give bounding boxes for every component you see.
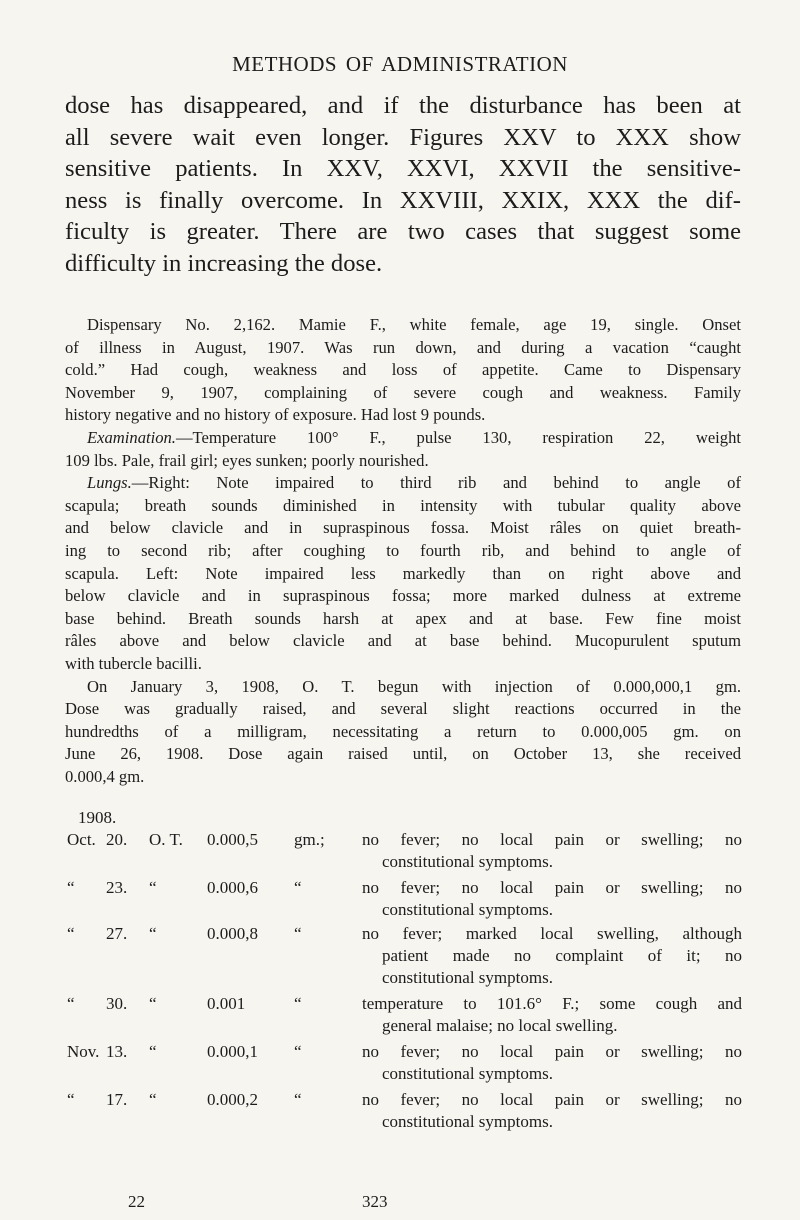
row-dose: 0.000,6: [207, 878, 258, 897]
desc-line: no fever; no local pain or swelling; no: [362, 1042, 742, 1061]
row-unit: “: [294, 924, 302, 943]
row-day: 13.: [106, 1042, 128, 1061]
row-day: 30.: [106, 994, 128, 1013]
text-line: scapula; breath sounds diminished in intensity with tubular quality above: [65, 495, 741, 515]
desc-line: constitutional symptoms.: [382, 852, 553, 871]
text-line: of illness in August, 1907. Was run down, and during a vacation “caught: [65, 337, 741, 357]
row-dose: 0.000,2: [207, 1090, 258, 1109]
row-month: “: [67, 878, 75, 897]
row-day: 23.: [106, 878, 128, 897]
signature-mark: 22: [128, 1192, 145, 1211]
text-line: Dispensary No. 2,162. Mamie F., white female, age 19, single. Onset: [87, 315, 741, 334]
table-year: 1908.: [78, 808, 117, 827]
text-line: On January 3, 1908, O. T. begun with injection of 0.000,000,1 gm.: [87, 676, 741, 696]
desc-line: no fever; no local pain or swelling; no: [362, 878, 742, 897]
row-description: [362, 829, 742, 873]
text-line: 109 lbs. Pale, frail girl; eyes sunken; poorly nourished.: [65, 450, 429, 470]
desc-line: constitutional symptoms.: [382, 968, 553, 987]
table-row: [0, 923, 800, 993]
text-line: ing to second rib; after coughing to fourth rib, and behind to angle of: [65, 540, 741, 560]
row-unit: “: [294, 1090, 302, 1109]
lungs-heading: Lungs.: [87, 473, 132, 493]
running-head: METHODS OF ADMINISTRATION: [232, 52, 568, 76]
text-line: hundredths of a milligram, necessitating a return to 0.000,005 gm. on: [65, 721, 741, 741]
row-month: Nov.: [67, 1042, 100, 1061]
row-month: “: [67, 924, 75, 943]
row-dose: 0.000,1: [207, 1042, 258, 1061]
text-line: June 26, 1908. Dose again raised until, on October 13, she received: [65, 744, 741, 764]
text-line: November 9, 1907, complaining of severe cough and weakness. Family: [65, 382, 741, 402]
desc-line: constitutional symptoms.: [382, 1064, 553, 1083]
row-description: [362, 993, 742, 1037]
lungs-line: [65, 472, 741, 495]
text-fragment: —Right: Note impaired to third rib and behind to angle of: [131, 473, 741, 493]
case-report: [65, 314, 741, 788]
desc-line: patient made no complaint of it; no: [382, 946, 742, 965]
row-description: [362, 1089, 742, 1133]
text-line: and below clavicle and in supraspinous fossa. Moist râles on quiet breath-: [65, 518, 741, 538]
text-line: with tubercle bacilli.: [65, 653, 202, 673]
desc-line: constitutional symptoms.: [382, 1112, 553, 1131]
table-row: [0, 1089, 800, 1159]
desc-line: no fever; no local pain or swelling; no: [362, 830, 742, 849]
row-unit: “: [294, 1042, 302, 1061]
lead-paragraph: [65, 90, 741, 279]
row-unit: gm.;: [294, 830, 325, 849]
row-dose: 0.000,5: [207, 830, 258, 849]
examination-line: [65, 427, 741, 450]
row-agent: “: [149, 994, 157, 1013]
text-line: râles above and below clavicle and at base behind. Mucopurulent sputum: [65, 631, 741, 651]
row-agent: “: [149, 878, 157, 897]
desc-line: no fever; no local pain or swelling; no: [362, 1090, 742, 1109]
text-line: all severe wait even longer. Figures XXV to XXX show: [65, 123, 741, 151]
row-dose: 0.001: [207, 994, 246, 1013]
text-line: base behind. Breath sounds harsh at apex and at base. Few fine moist: [65, 608, 741, 628]
row-day: 17.: [106, 1090, 128, 1109]
text-fragment: —Temperature 100° F., pulse 130, respiration 22, weight: [175, 427, 741, 447]
row-unit: “: [294, 878, 302, 897]
text-line: ness is finally overcome. In XXVIII, XXIX, XXX the dif-: [65, 186, 741, 214]
row-day: 27.: [106, 924, 128, 943]
row-dose: 0.000,8: [207, 924, 258, 943]
text-line: scapula. Left: Note impaired less markedly than on right above and: [65, 563, 741, 583]
row-unit: “: [294, 994, 302, 1013]
row-agent: “: [149, 924, 157, 943]
row-day: 20.: [106, 830, 128, 849]
text-line: below clavicle and in supraspinous fossa; more marked dulness at extreme: [65, 586, 741, 606]
row-month: “: [67, 1090, 75, 1109]
row-description: [362, 877, 742, 921]
text-line: ficulty is greater. There are two cases that suggest some: [65, 218, 741, 245]
desc-line: no fever; marked local swelling, although: [362, 924, 742, 943]
row-month: Oct.: [67, 830, 96, 849]
text-line: dose has disappeared, and if the disturbance has been at: [65, 92, 741, 119]
row-description: [362, 923, 742, 989]
row-agent: “: [149, 1090, 157, 1109]
row-agent: O. T.: [149, 830, 183, 849]
text-line: sensitive patients. In XXV, XXVI, XXVII the sensitive-: [65, 155, 741, 182]
text-line: Dose was gradually raised, and several slight reactions occurred in the: [65, 699, 741, 719]
desc-line: temperature to 101.6° F.; some cough and: [362, 994, 742, 1013]
examination-heading: Examination.: [87, 427, 176, 447]
text-line: cold.” Had cough, weakness and loss of appetite. Came to Dispensary: [65, 360, 741, 380]
text-line: difficulty in increasing the dose.: [65, 249, 383, 277]
row-agent: “: [149, 1042, 157, 1061]
row-month: “: [67, 994, 75, 1013]
text-line: 0.000,4 gm.: [65, 766, 145, 786]
row-description: [362, 1041, 742, 1085]
text-line: history negative and no history of exposure. Had lost 9 pounds.: [65, 405, 486, 425]
desc-line: constitutional symptoms.: [382, 900, 553, 919]
desc-line: general malaise; no local swelling.: [382, 1016, 618, 1035]
page-number: 323: [362, 1192, 388, 1211]
